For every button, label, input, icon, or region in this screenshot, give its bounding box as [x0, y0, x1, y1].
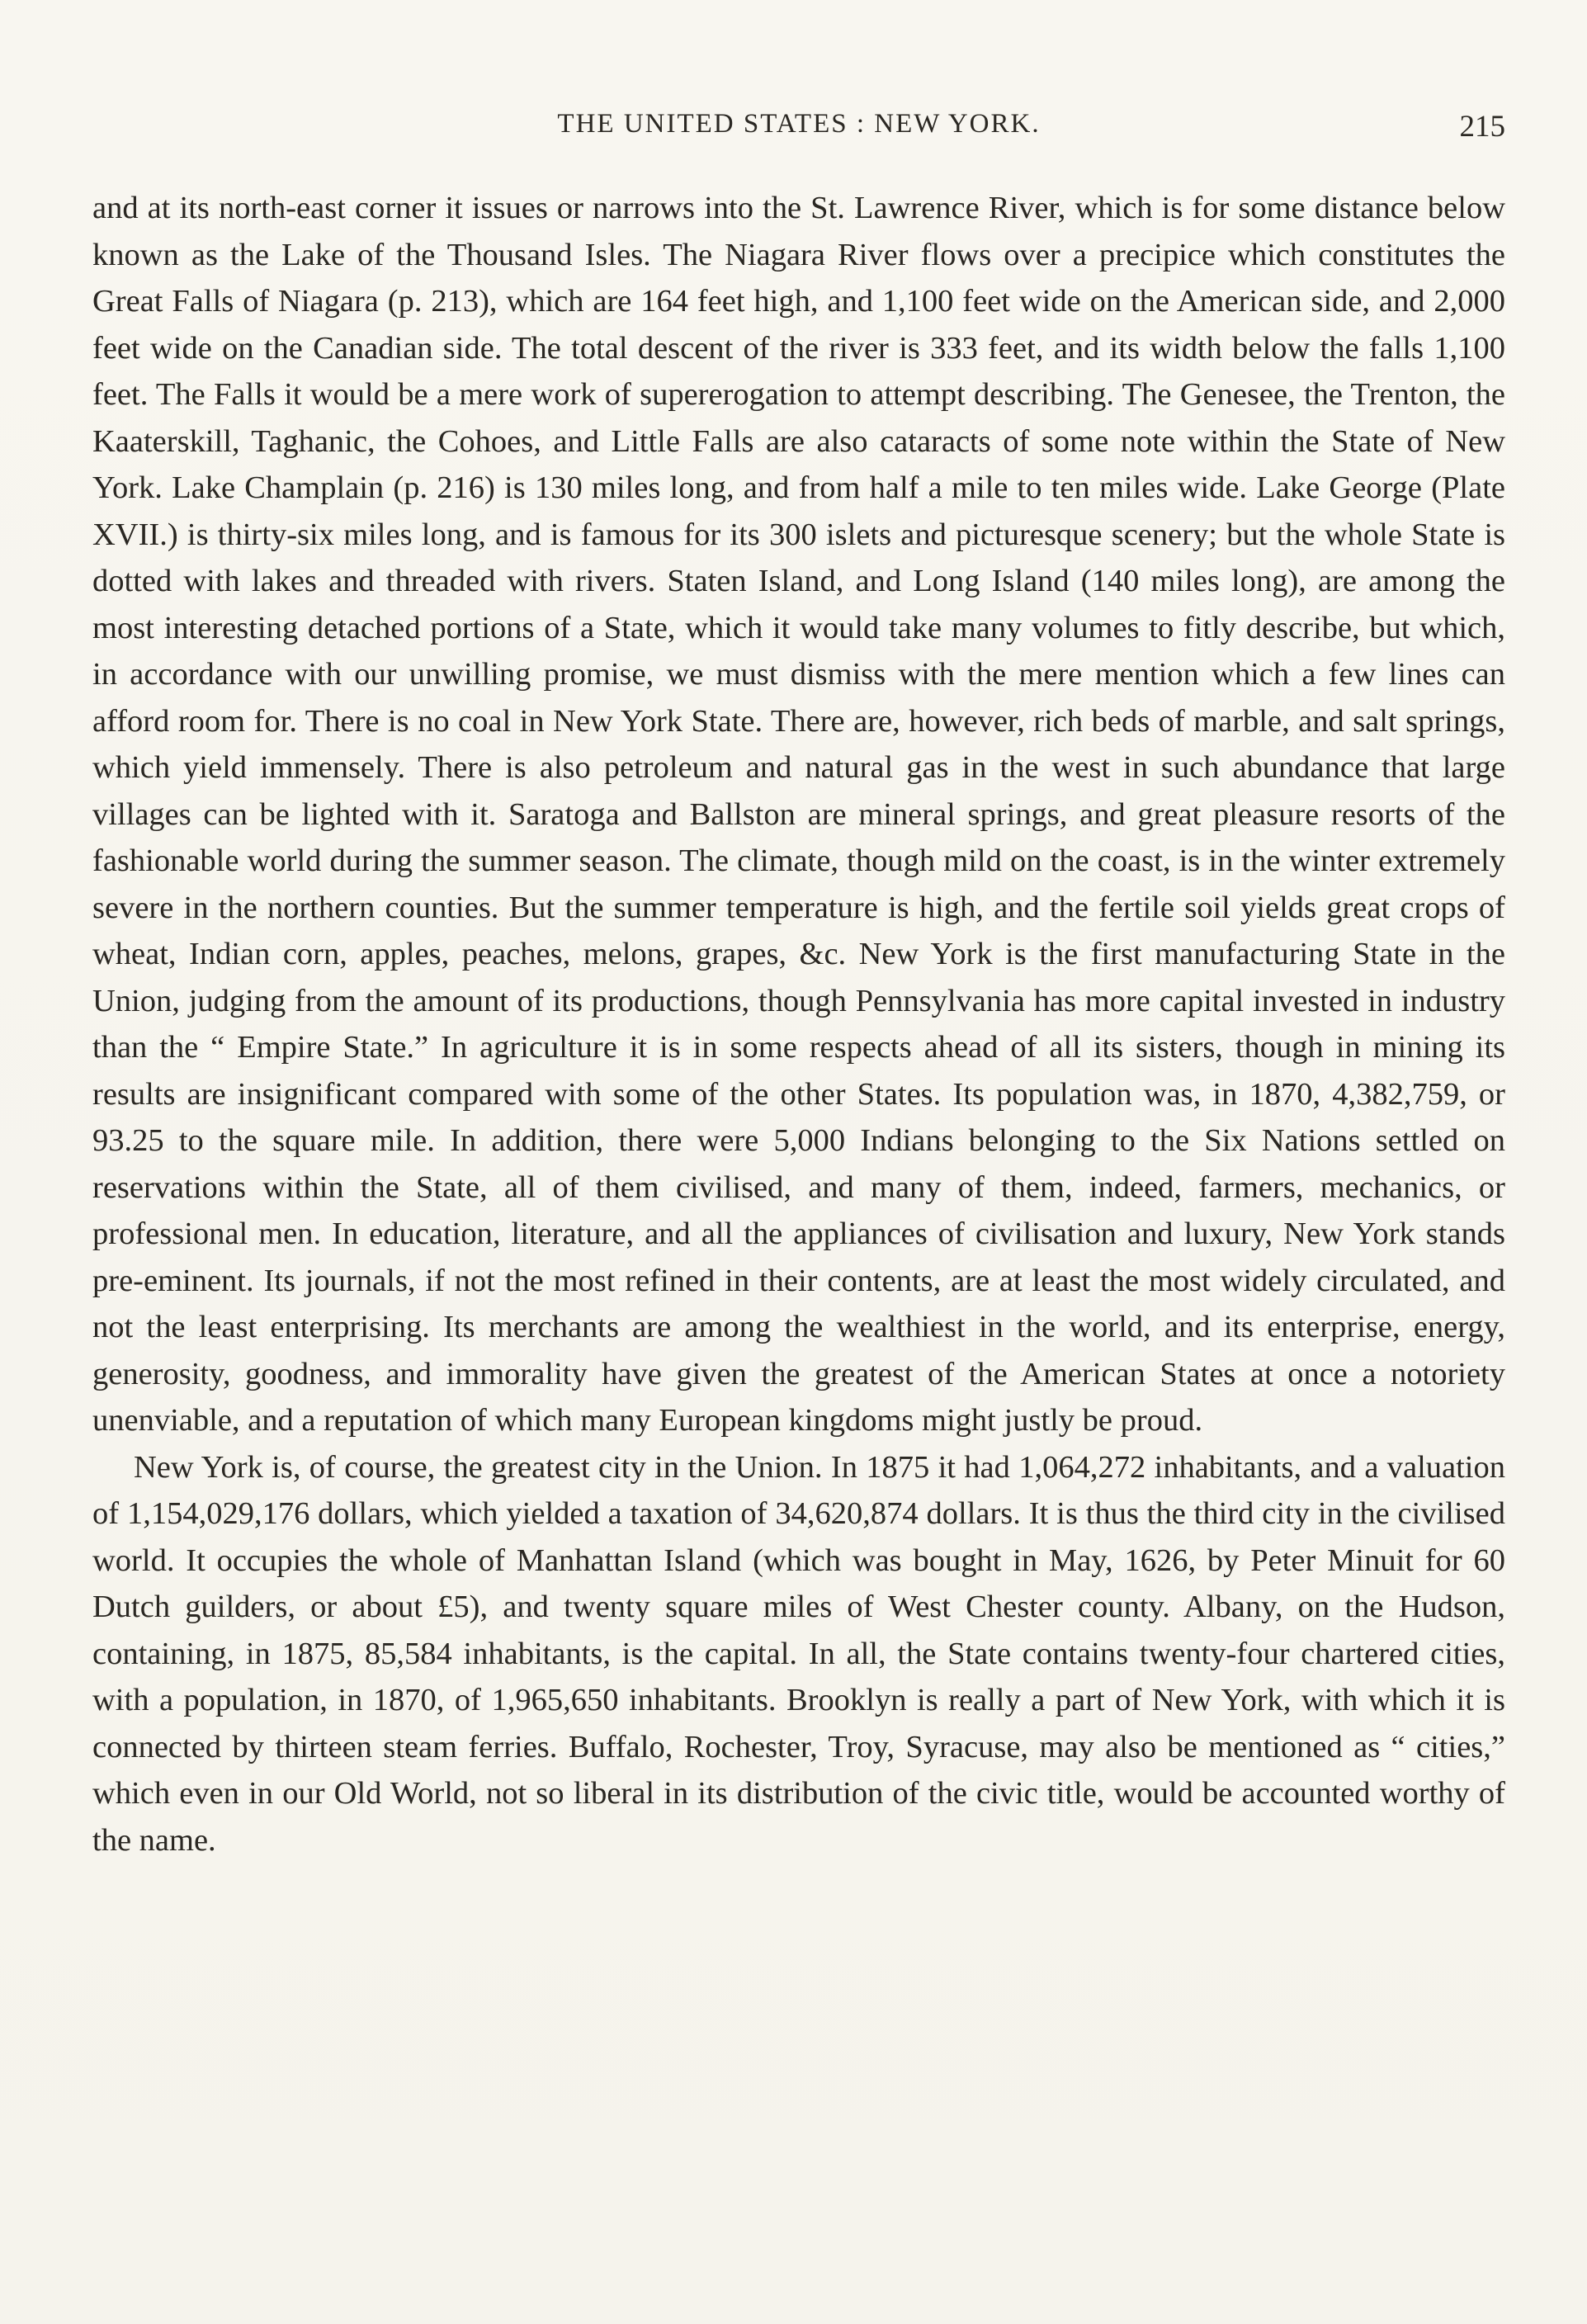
running-title: THE UNITED STATES : NEW YORK. — [557, 109, 1041, 139]
running-head — [92, 109, 1505, 150]
body-text — [92, 185, 1505, 1863]
paragraph: and at its north-east corner it issues or narrows into the St. Lawrence River, which is for some distance below known as the Lake of the Thousand Isles. The Niagara River flows over a precipice which constitutes the Great Falls of Niagara (p. 213), which are 164 feet high, and 1,100 feet wide on the American side, and 2,000 feet wide on the Canadian side. The total descent of the river is 333 feet, and its width below the falls 1,100 feet. The Falls it would be a mere work of supererogation to attempt describing. The Genesee, the Trenton, the Kaaterskill, Taghanic, the Cohoes, and Little Falls are also cataracts of some note within the State of New York. Lake Champlain (p. 216) is 130 miles long, and from half a mile to ten miles wide. Lake George (Plate XVII.) is thirty-six miles long, and is famous for its 300 islets and picturesque scenery; but the whole State is dotted with lakes and threaded with rivers. Staten Island, and Long Island (140 miles long), are among the most interesting detached portions of a State, which it would take many volumes to fitly describe, but which, in accordance with our unwilling promise, we must dismiss with the mere mention which a few lines can afford room for. There is no coal in New York State. There are, however, rich beds of marble, and salt springs, which yield immensely. There is also petroleum and natural gas in the west in such abundance that large villages can be lighted with it. Saratoga and Ballston are mineral springs, and great pleasure resorts of the fashionable world during the summer season. The climate, though mild on the coast, is in the winter extremely severe in the northern counties. But the summer temperature is high, and the fertile soil yields great crops of wheat, Indian corn, apples, peaches, melons, grapes, &c. New York is the first manufacturing State in the Union, judging from the amount of its productions, though Pennsylvania has more capital invested in industry than the “ Empire State.” In agriculture it is in some respects ahead of all its sisters, though in mining its results are insignificant compared with some of the other States. Its population was, in 1870, 4,382,759, or 93.25 to the square mile. In addition, there were 5,000 Indians belonging to the Six Nations settled on reservations within the State, all of them civilised, and many of them, indeed, farmers, mechanics, or professional men. In education, literature, and all the appliances of civilisation and luxury, New York stands pre-eminent. Its journals, if not the most refined in their contents, are at least the most widely circulated, and not the least enterprising. Its merchants are among the wealthiest in the world, and its enterprise, energy, generosity, goodness, and immorality have given the greatest of the American States at once a notoriety unenviable, and a reputation of which many European kingdoms might justly be proud. — [92, 191, 1505, 1438]
page-number: 215 — [1459, 110, 1505, 144]
paragraph: New York is, of course, the greatest city in the Union. In 1875 it had 1,064,272 inhabitants, and a valuation of 1,154,029,176 dollars, which yielded a taxation of 34,620,874 dollars. It is thus the third city in the civilised world. It occupies the whole of Manhattan Island (which was bought in May, 1626, by Peter Minuit for 60 Dutch guilders, or about £5), and twenty square miles of West Chester county. Albany, on the Hudson, containing, in 1875, 85,584 inhabitants, is the capital. In all, the State contains twenty-four chartered cities, with a population, in 1870, of 1,965,650 inhabitants. Brooklyn is really a part of New York, with which it is connected by thirteen steam ferries. Buffalo, Rochester, Troy, Syracuse, may also be mentioned as “ cities,” which even in our Old World, not so liberal in its distribution of the civic title, would be accounted worthy of the name. — [92, 1449, 1505, 1858]
